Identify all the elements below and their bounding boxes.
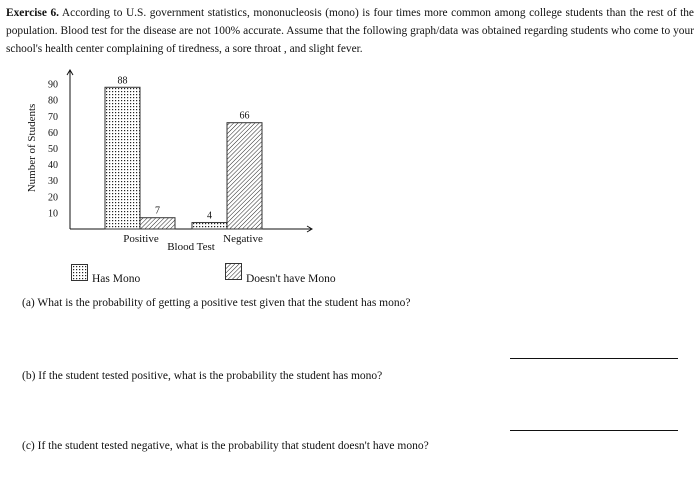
bar-value-label: 4: [207, 210, 212, 222]
bar-value-label: 88: [117, 75, 128, 87]
bar-has-mono-positive: [105, 87, 140, 229]
y-tick-label: 50: [48, 143, 58, 155]
x-axis-label: Blood Test: [167, 241, 215, 253]
exercise-label: Exercise 6.: [6, 7, 59, 19]
y-tick-label: 70: [48, 111, 58, 123]
bar-no-mono-negative: [227, 123, 262, 229]
bar-value-label: 66: [239, 110, 250, 122]
y-tick-label: 60: [48, 127, 58, 139]
bar-has-mono-negative: [192, 223, 227, 229]
y-tick-label: 40: [48, 160, 58, 172]
legend-label-has-mono: Has Mono: [92, 273, 141, 285]
answer-line-a[interactable]: [510, 358, 678, 359]
legend-swatch-has-mono: [71, 264, 88, 281]
x-tick-label-positive: Positive: [123, 233, 159, 245]
y-tick-label: 20: [48, 192, 58, 204]
legend-label-no-mono: Doesn't have Mono: [246, 273, 336, 285]
bar-value-label: 7: [155, 205, 160, 217]
answer-line-b[interactable]: [510, 430, 678, 431]
x-tick-label-negative: Negative: [223, 233, 263, 245]
y-tick-label: 30: [48, 176, 58, 188]
y-axis-label: Number of Students: [26, 103, 38, 193]
exercise-text: According to U.S. government statistics, mononucleosis (mono) is four times more common among college students than the rest of the population. Blood test for the disease are not 100% accurate. Assume that the following graph/data was obtained regarding students who come to your school's health center complaining of tiredness, a sore throat , and slight fever.: [6, 7, 694, 55]
question-c: (c) If the student tested negative, what is the probability that student doesn't have mono?: [22, 440, 429, 452]
y-tick-label: 10: [48, 208, 58, 220]
question-b: (b) If the student tested positive, what is the probability the student has mono?: [22, 370, 383, 382]
bar-no-mono-positive: [140, 218, 175, 229]
legend-swatch-no-mono: [225, 263, 242, 280]
y-tick-label: 80: [48, 95, 58, 107]
y-tick-label: 90: [48, 79, 58, 91]
question-a: (a) What is the probability of getting a positive test given that the student has mono?: [22, 297, 411, 309]
